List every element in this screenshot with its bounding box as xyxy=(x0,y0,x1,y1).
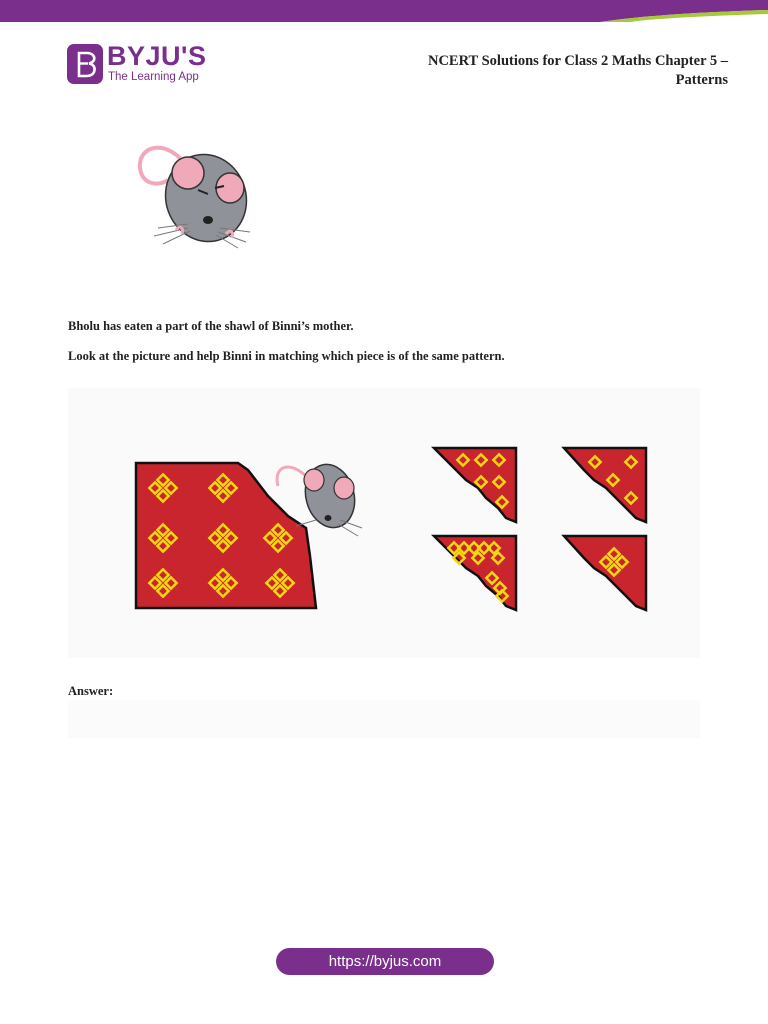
shawl-piece-3 xyxy=(434,536,516,610)
mouse-icon xyxy=(118,128,268,268)
page-title-line2: Patterns xyxy=(675,72,728,88)
footer-link[interactable] xyxy=(276,948,494,975)
question-text-1: Bholu has eaten a part of the shawl of Binni’s mother. xyxy=(68,319,354,333)
answer-area xyxy=(68,700,700,738)
brand-name: BYJU'S xyxy=(107,41,207,71)
page-title-line1: NCERT Solutions for Class 2 Maths Chapter 5 – xyxy=(427,53,728,69)
footer-url[interactable]: https://byjus.com xyxy=(328,953,442,970)
shawl-piece-1 xyxy=(434,448,516,522)
top-banner xyxy=(0,0,768,22)
page-title xyxy=(348,52,728,90)
shawl-figure xyxy=(68,388,700,658)
answer-label: Answer: xyxy=(68,684,114,698)
byjus-logo-icon xyxy=(67,44,103,84)
byjus-logo xyxy=(67,41,207,86)
shawl-piece-2 xyxy=(564,448,646,522)
brand-tagline: The Learning App xyxy=(108,71,199,83)
shawl-piece-4 xyxy=(564,536,646,610)
shawl-icon xyxy=(136,463,316,608)
question-text-2: Look at the picture and help Binni in matching which piece is of the same pattern. xyxy=(68,349,505,363)
